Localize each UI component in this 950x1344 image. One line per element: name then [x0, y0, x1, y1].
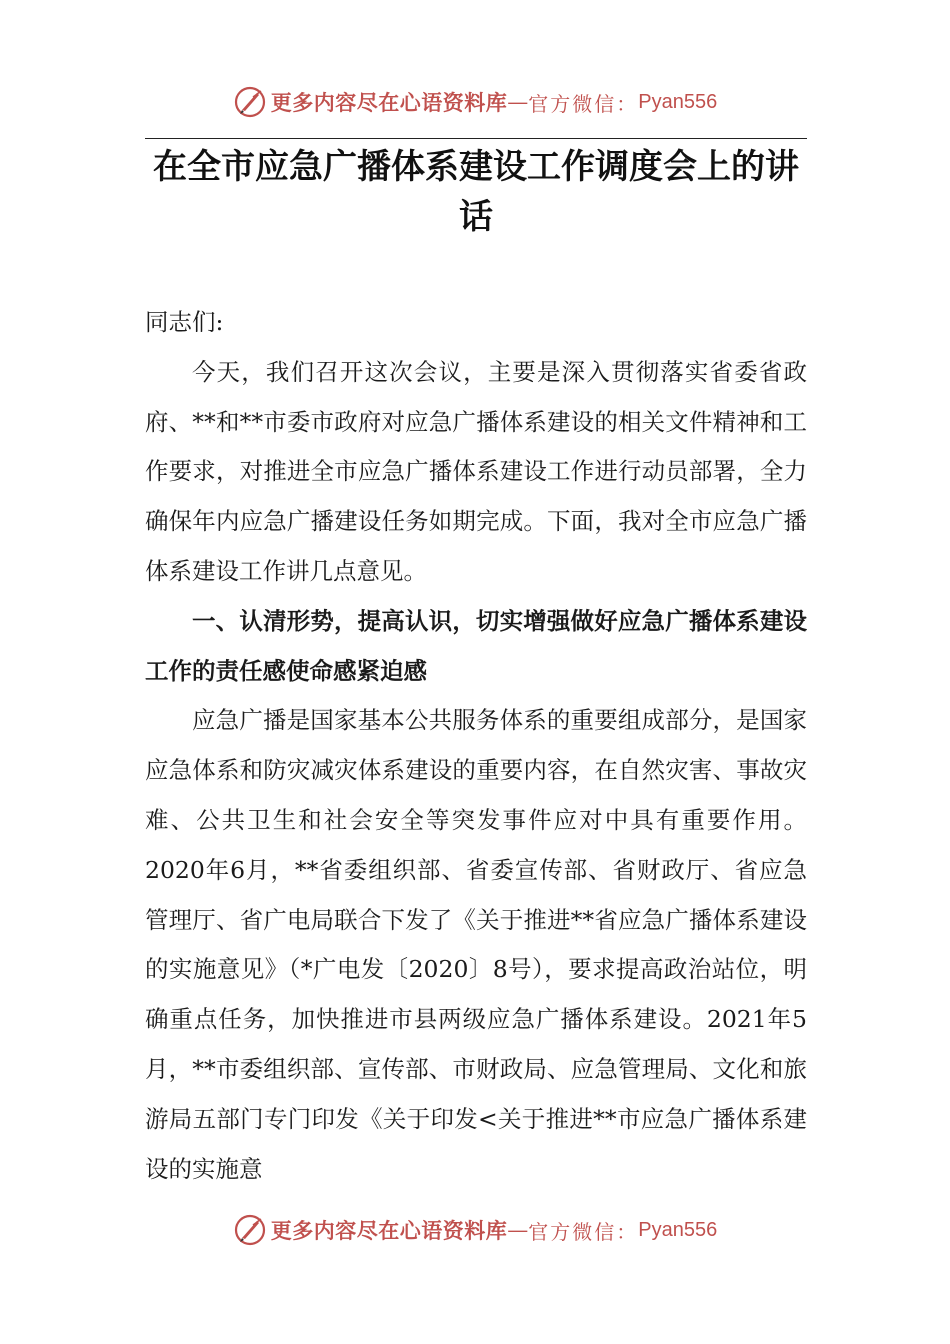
watermark-official-label: 官方微信：: [528, 91, 639, 116]
quill-logo-icon: [233, 1213, 267, 1247]
watermark-main-text: 更多内容尽在心语资料库: [270, 90, 508, 115]
document-body: [145, 298, 807, 1194]
paragraph-intro: 今天，我们召开这次会议，主要是深入贯彻落实省委省政府、**和**市委市政府对应急广播体系建设的相关文件精神和工作要求，对推进全市应急广播体系建设工作进行动员部署，全力确保年内应急广播建设任务如期完成。下面，我对全市应急广播体系建设工作讲几点意见。: [145, 357, 807, 585]
quill-logo-icon: [233, 85, 267, 119]
watermark-wechat-id: Pyan556: [638, 90, 718, 113]
salutation: 同志们:: [145, 308, 224, 336]
watermark-separator: —: [507, 1218, 529, 1242]
header-rule: [145, 138, 807, 139]
watermark-main-text: 更多内容尽在心语资料库: [270, 1218, 508, 1243]
watermark-banner-bottom: [0, 1210, 950, 1250]
watermark-wechat-id: Pyan556: [638, 1218, 718, 1241]
watermark-banner-top: [0, 82, 950, 122]
watermark-official-label: 官方微信：: [528, 1219, 639, 1244]
document-title: 在全市应急广播体系建设工作调度会上的讲话: [153, 147, 799, 237]
paragraph-section-1: 应急广播是国家基本公共服务体系的重要组成部分，是国家应急体系和防灾减灾体系建设的重要内容，在自然灾害、事故灾难、公共卫生和社会安全等突发事件应对中具有重要作用。2020年6月，**省委组织部、省委宣传部、省财政厅、省应急管理厅、省广电局联合下发了《关于推进**省应急广播体系建设的实施意见》（*广电发〔2020〕8号），要求提高政治站位，明确重点任务，加快推进市县两级应急广播体系建设。2021年5月，**市委组织部、宣传部、市财政局、应急管理局、文化和旅游局五部门专门印发《关于印发<关于推进**市应急广播体系建设的实施意: [145, 706, 807, 1183]
watermark-separator: —: [507, 90, 529, 114]
section-heading-1: 一、认清形势，提高认识，切实增强做好应急广播体系建设工作的责任感使命感紧迫感: [145, 606, 807, 685]
